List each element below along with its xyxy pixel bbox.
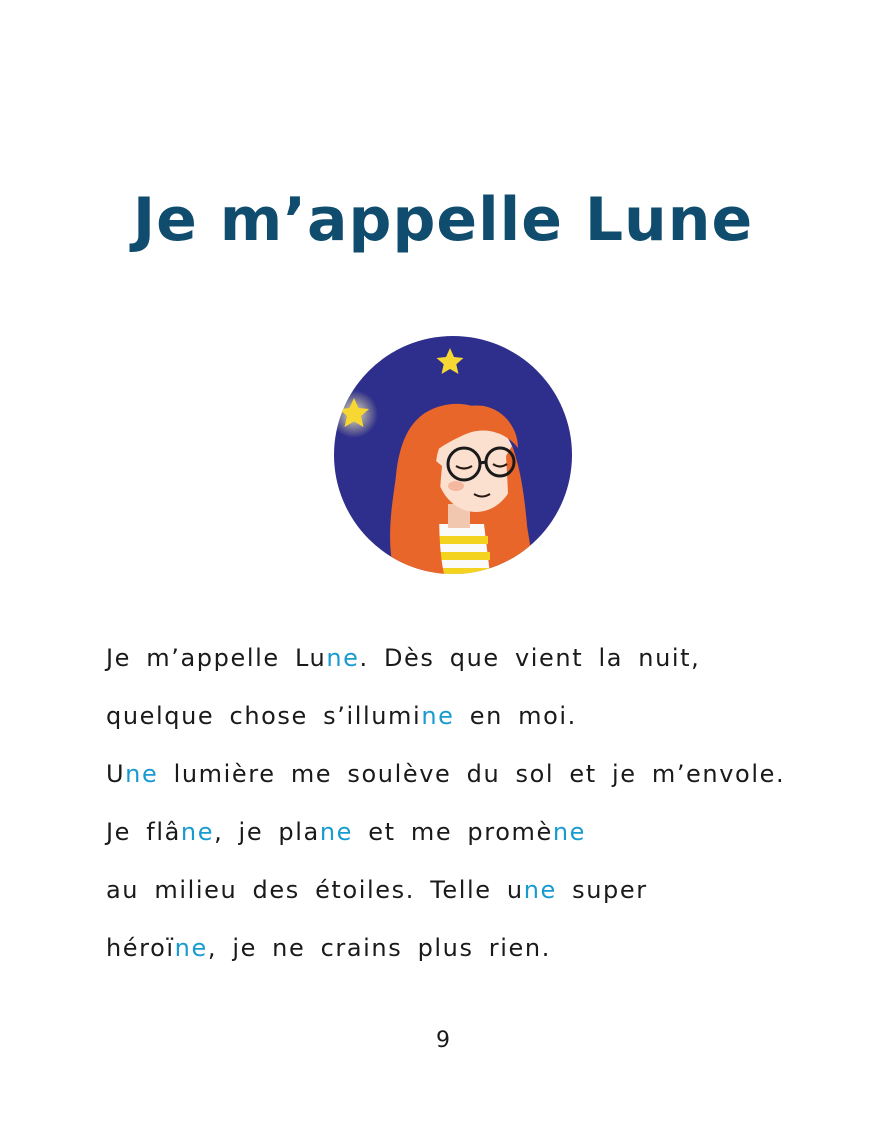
highlighted-syllable: ne	[523, 876, 557, 904]
highlighted-syllable: ne	[552, 818, 587, 846]
text-segment: , je pla	[214, 818, 320, 846]
highlighted-syllable: ne	[421, 702, 455, 730]
highlighted-syllable: ne	[125, 760, 159, 788]
highlighted-syllable: ne	[326, 644, 360, 672]
story-line	[106, 810, 846, 868]
text-segment: en moi.	[454, 702, 577, 730]
text-segment: Je m’appelle Lu	[106, 644, 327, 672]
text-segment: quelque chose s’illumi	[106, 702, 422, 730]
text-segment: Je flâ	[106, 818, 181, 846]
highlighted-syllable: ne	[174, 934, 208, 962]
story-line	[106, 752, 846, 810]
story-text	[106, 636, 846, 984]
story-line	[106, 636, 846, 694]
girl-with-stars-illustration	[334, 336, 572, 574]
text-segment: lumière me soulève du sol et je m’envole.	[158, 760, 786, 788]
story-line	[106, 868, 846, 926]
story-line	[106, 694, 846, 752]
page-title: Je m’appelle Lune	[132, 185, 754, 255]
highlighted-syllable: ne	[319, 818, 354, 846]
text-segment: au milieu des étoiles. Telle u	[106, 876, 524, 904]
text-segment: super	[556, 876, 648, 904]
highlighted-syllable: ne	[180, 818, 215, 846]
page-number: 9	[436, 1028, 450, 1053]
text-segment: , je ne crains plus rien.	[207, 934, 551, 962]
text-segment: et me promè	[353, 818, 553, 846]
text-segment: U	[106, 760, 126, 788]
text-segment: héroï	[106, 934, 175, 962]
story-line	[106, 926, 846, 984]
text-segment: . Dès que vient la nuit,	[359, 644, 701, 672]
